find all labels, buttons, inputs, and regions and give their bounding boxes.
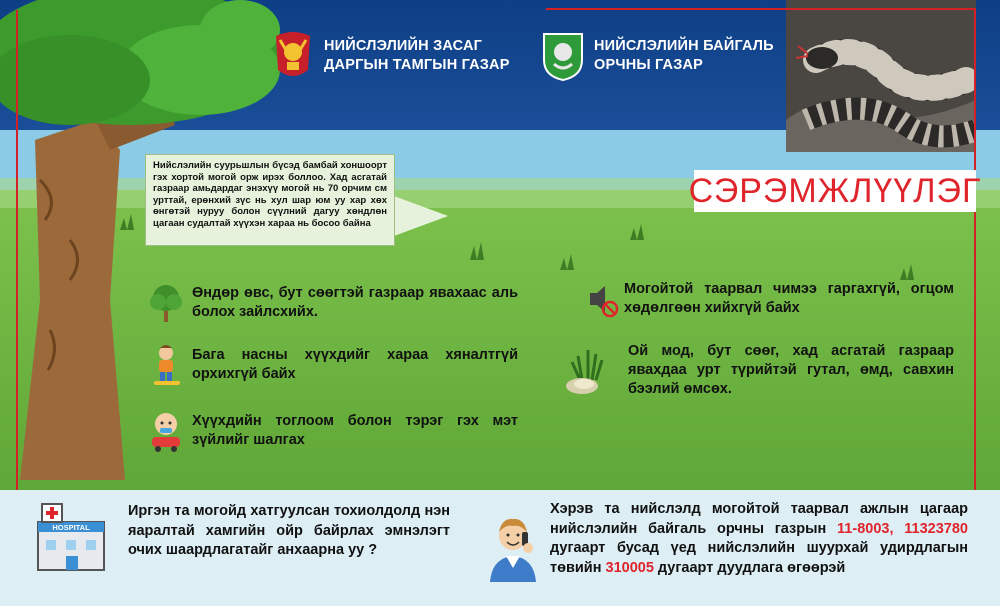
call-text-end: дугаарт дуудлага өгөөрэй (653, 559, 846, 576)
intro-text: Нийслэлийн суурьшлын бүсэд бамбай хоншоорт гэх хортой могой орж ирэх боллоо. Хад асгатай газраар амьдардаг энэхүү могой нь 70 орчим см урттай, ерөнхий зүс нь хул шар юм уу хар хөх өнгөтэй нуруу болон сүүлний дагуу хөндлөн цагаан судалтай хүүхэн хараа нь босоо байна (153, 160, 387, 229)
snake-photo (786, 0, 976, 152)
org2-line1: НИЙСЛЭЛИЙН БАЙГАЛЬ (594, 38, 774, 54)
tip-left-3-text: Хүүхдийн тоглоом болон тэрэг гэх мэт зүйлийг шалгах (192, 413, 518, 448)
warning-title-box (688, 170, 982, 212)
tip-left-2 (146, 344, 518, 386)
hospital-notice (128, 502, 450, 561)
org1-line2: ДАРГЫН ТАМГЫН ГАЗАР (324, 57, 510, 73)
intro-bubble (145, 154, 395, 246)
hospital-notice-text: Иргэн та могойд хатгуулсан тохиолдолд нэн яаралтай хамгийн ойр байрлах эмнэлэгт очих шаардлагатайг анхаарна уу ? (128, 503, 450, 558)
child-icon (146, 344, 186, 386)
man-on-phone-icon (484, 508, 542, 582)
tip-right-2-text: Ой мод, бут сөөг, хад асгатай газраар явахдаа урт түрийтэй гутал, өмд, савхин бээлий өмсөх. (628, 343, 954, 397)
org2-line2: ОРЧНЫ ГАЗАР (594, 57, 704, 73)
org1-line1: НИЙСЛЭЛИЙН ЗАСАГ (324, 38, 483, 54)
frame-top-line (546, 8, 976, 10)
tip-left-3 (146, 410, 518, 452)
mute-icon (584, 278, 624, 320)
hospital-sign: HOSPITAL (52, 523, 90, 532)
tip-left-1 (146, 282, 518, 324)
tip-right-1 (584, 278, 954, 320)
baby-toy-icon (146, 410, 186, 452)
rock-grass-icon (558, 346, 620, 396)
bubble-tail (394, 196, 448, 236)
call-notice (550, 500, 968, 578)
org-city-governor (270, 30, 510, 82)
tip-right-2 (558, 342, 954, 399)
tip-left-2-text: Бага насны хүүхдийг хараа хяналтгүй орхихгүй байх (192, 347, 518, 382)
phone-number-environment: 11-8003, 11323780 (837, 520, 968, 537)
org-environment-department (540, 30, 774, 82)
call-text-middle: дугаарт бусад үед нийслэлийн шуурхай удирдлагын төвийн (550, 540, 968, 576)
warning-title: СЭРЭМЖЛҮҮЛЭГ (688, 171, 982, 210)
call-text-start: Хэрэв та нийслэлд могойтой таарвал ажлын цагаар нийслэлийн байгаль орчны газрын (550, 501, 968, 537)
environment-emblem-icon (540, 30, 586, 82)
tip-left-1-text: Өндөр өвс, бут сөөгтэй газраар явахаас аль болох зайлсхийх. (192, 285, 518, 320)
tip-right-1-text: Могойтой таарвал чимээ гаргахгүй, огцом хөдөлгөөн хийхгүй байх (624, 281, 954, 316)
tree-icon (146, 282, 186, 324)
hospital-icon (34, 500, 110, 576)
phone-number-emergency: 310005 (605, 559, 654, 576)
city-emblem-icon (270, 30, 316, 82)
